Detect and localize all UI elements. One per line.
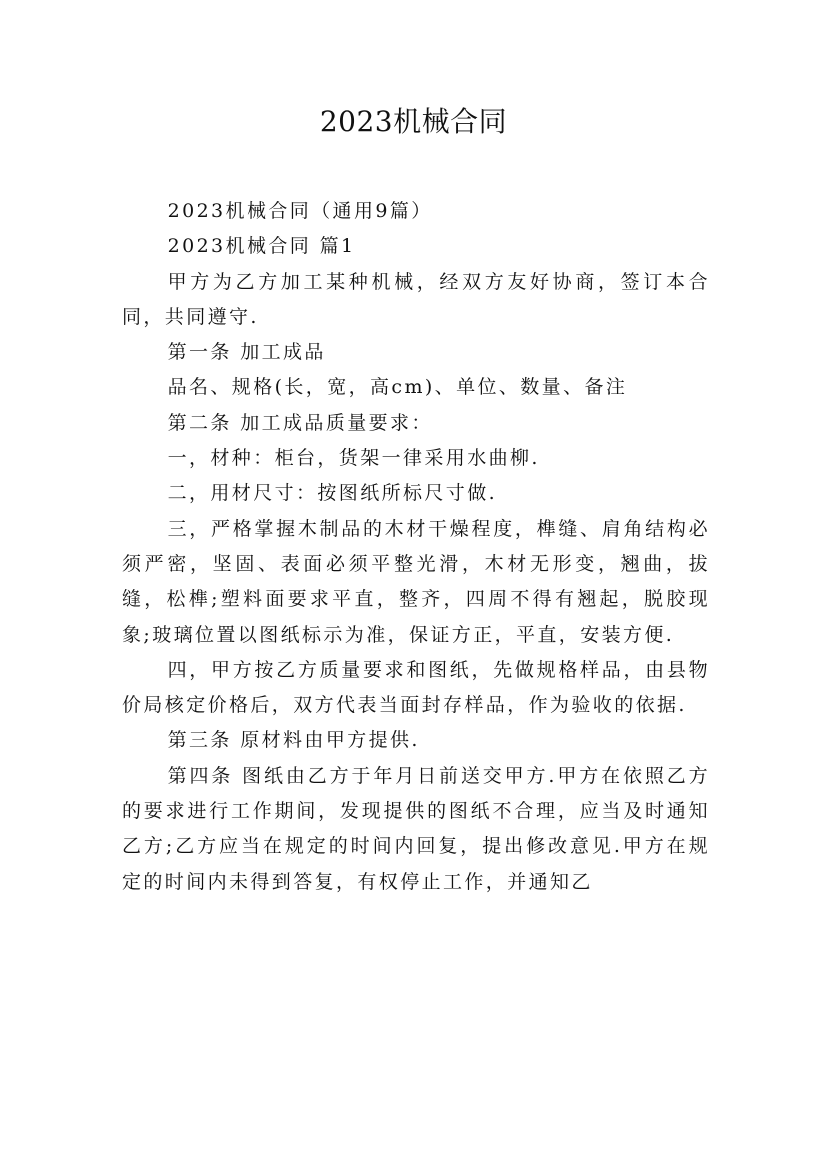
paragraph-item-3: 三，严格掌握木制品的木材干燥程度，榫缝、肩角结构必须严密，坚固、表面必须平整光滑，木材无形变，翘曲，拔缝，松榫;塑料面要求平直，整齐，四周不得有翘起，脱胶现象;玻璃位置以图纸标示为准，保证方正，平直，安装方便. xyxy=(122,517,710,646)
paragraph-article-3: 第三条 原材料由甲方提供. xyxy=(167,729,420,752)
paragraph-subtitle: 2023机械合同（通用9篇） xyxy=(167,200,433,222)
paragraph-section-heading: 2023机械合同 篇1 xyxy=(167,235,356,258)
paragraph-product-fields: 品名、规格(长，宽，高cm)、单位、数量、备注 xyxy=(167,376,628,399)
paragraph-item-4: 四，甲方按乙方质量要求和图纸，先做规格样品，由县物价局核定价格后，双方代表当面封存样品，作为验收的依据. xyxy=(122,658,710,717)
paragraph-item-1: 一，材种：柜台，货架一律采用水曲柳. xyxy=(167,447,540,470)
document-title: 2023机械合同 xyxy=(319,105,508,138)
paragraph-item-2: 二，用材尺寸：按图纸所标尺寸做. xyxy=(167,482,498,505)
document-body xyxy=(122,194,710,900)
paragraph-article-4: 第四条 图纸由乙方于年月日前送交甲方.甲方在依照乙方的要求进行工作期间，发现提供的图纸不合理，应当及时通知乙方;乙方应当在规定的时间内回复，提出修改意见.甲方在规定的时间内未得到答复，有权停止工作，并通知乙 xyxy=(122,764,710,893)
paragraph-intro: 甲方为乙方加工某种机械，经双方友好协商，签订本合同，共同遵守. xyxy=(122,270,710,328)
paragraph-article-2: 第二条 加工成品质量要求： xyxy=(167,411,433,434)
paragraph-article-1: 第一条 加工成品 xyxy=(167,341,326,364)
